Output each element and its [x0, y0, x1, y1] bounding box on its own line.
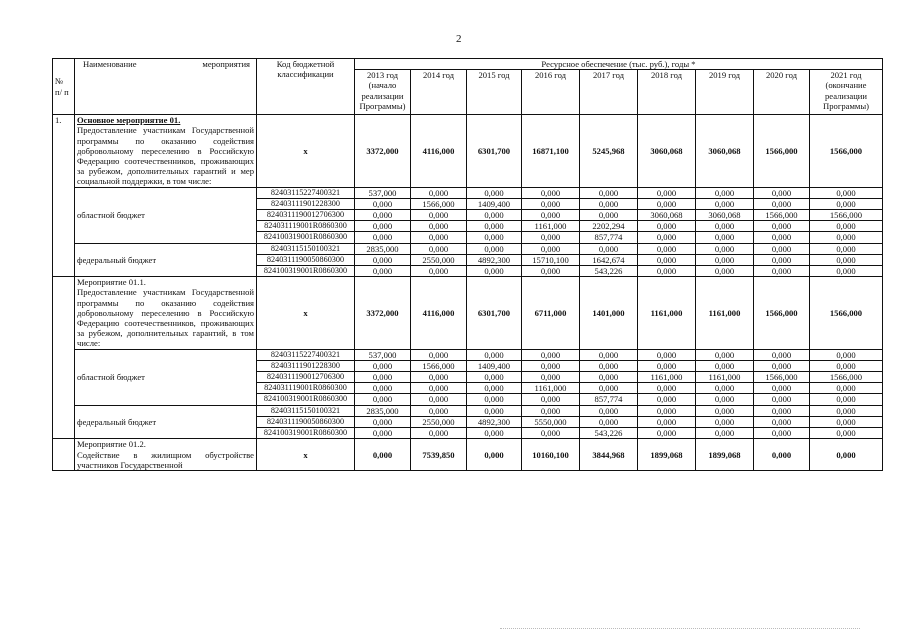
budget-value-cell: 0,000	[696, 266, 754, 277]
budget-value-cell: 0,000	[696, 243, 754, 254]
budget-value-cell: 0,000	[411, 187, 467, 198]
budget-value-cell: 0,000	[810, 394, 883, 405]
budget-value-cell: 0,000	[467, 187, 522, 198]
budget-value-cell: 1161,000	[522, 383, 580, 394]
section-total-cell: 1161,000	[696, 277, 754, 349]
header-year: 2016 год	[522, 70, 580, 115]
budget-value-cell: 0,000	[638, 416, 696, 427]
budget-value-cell: 0,000	[580, 383, 638, 394]
budget-code: 8240311190012706300	[257, 372, 355, 383]
section-total-cell: 3372,000	[355, 277, 411, 349]
budget-value-cell: 0,000	[522, 232, 580, 243]
budget-value-cell: 5550,000	[522, 416, 580, 427]
budget-value-cell: 2835,000	[355, 405, 411, 416]
budget-code: 8240311190050860300	[257, 254, 355, 265]
budget-value-cell: 0,000	[754, 221, 810, 232]
budget-value-cell: 2835,000	[355, 243, 411, 254]
budget-value-cell: 0,000	[522, 360, 580, 371]
budget-value-cell: 0,000	[754, 416, 810, 427]
section-total-cell: 1899,068	[638, 439, 696, 471]
budget-code: 824100319001R0860300	[257, 232, 355, 243]
budget-value-cell: 537,000	[355, 187, 411, 198]
header-year: 2019 год	[696, 70, 754, 115]
budget-value-cell: 0,000	[638, 232, 696, 243]
budget-value-cell: 0,000	[467, 349, 522, 360]
section-code: х	[257, 439, 355, 471]
section-title: Основное мероприятие 01.	[77, 115, 181, 126]
section-total-cell: 0,000	[467, 439, 522, 471]
budget-value-cell: 0,000	[696, 232, 754, 243]
section-name	[75, 277, 257, 349]
section-row	[53, 115, 883, 187]
budget-value-cell: 2550,000	[411, 254, 467, 265]
budget-code: 824100319001R0860300	[257, 428, 355, 439]
budget-value-cell: 3060,068	[638, 210, 696, 221]
header-resources: Ресурсное обеспечение (тыс. руб.), годы *	[355, 59, 883, 70]
budget-row	[53, 349, 883, 360]
budget-value-cell: 0,000	[638, 187, 696, 198]
budget-code: 82403115227400321	[257, 187, 355, 198]
budget-value-cell: 0,000	[754, 405, 810, 416]
budget-value-cell: 1409,400	[467, 198, 522, 209]
section-total-cell: 1566,000	[810, 277, 883, 349]
budget-value-cell: 0,000	[754, 349, 810, 360]
budget-value-cell: 1161,000	[696, 372, 754, 383]
budget-value-cell: 0,000	[580, 187, 638, 198]
section-total-cell: 0,000	[810, 439, 883, 471]
header-year: 2021 год (окончание реализации Программы)	[810, 70, 883, 115]
budget-row	[53, 405, 883, 416]
resource-table	[52, 58, 883, 471]
section-total-cell: 4116,000	[411, 277, 467, 349]
budget-value-cell: 2550,000	[411, 416, 467, 427]
budget-value-cell: 0,000	[638, 349, 696, 360]
budget-value-cell: 0,000	[638, 254, 696, 265]
section-name	[75, 115, 257, 187]
budget-value-cell: 0,000	[638, 428, 696, 439]
section-description: Предоставление участникам Государственной программы по оказанию содействия добровольному переселению в Российскую Федерацию соотечественников, проживающих за рубежом, дополнительных гарантий, в том числе:	[77, 287, 254, 349]
budget-value-cell: 0,000	[355, 266, 411, 277]
header-year: 2014 год	[411, 70, 467, 115]
budget-value-cell: 0,000	[754, 266, 810, 277]
budget-value-cell: 0,000	[580, 405, 638, 416]
budget-value-cell: 0,000	[696, 405, 754, 416]
budget-value-cell: 0,000	[467, 428, 522, 439]
budget-value-cell: 0,000	[411, 372, 467, 383]
budget-value-cell: 0,000	[696, 383, 754, 394]
budget-value-cell: 0,000	[522, 428, 580, 439]
budget-code: 824100319001R0860300	[257, 266, 355, 277]
budget-value-cell: 0,000	[754, 394, 810, 405]
header-name-part: Наименование	[83, 59, 137, 69]
header-year: 2018 год	[638, 70, 696, 115]
budget-value-cell: 0,000	[638, 383, 696, 394]
budget-value-cell: 0,000	[810, 266, 883, 277]
budget-value-cell: 0,000	[522, 187, 580, 198]
section-total-cell: 1401,000	[580, 277, 638, 349]
budget-value-cell: 0,000	[810, 243, 883, 254]
budget-value-cell: 0,000	[580, 243, 638, 254]
section-code: х	[257, 115, 355, 187]
budget-value-cell: 1409,400	[467, 360, 522, 371]
budget-value-cell: 0,000	[810, 221, 883, 232]
budget-value-cell: 0,000	[638, 198, 696, 209]
budget-value-cell: 0,000	[467, 383, 522, 394]
section-total-cell: 0,000	[754, 439, 810, 471]
budget-value-cell: 0,000	[580, 360, 638, 371]
section-total-cell: 3060,068	[638, 115, 696, 187]
budget-value-cell: 0,000	[355, 394, 411, 405]
budget-value-cell: 0,000	[638, 221, 696, 232]
budget-code: 82403111901228300	[257, 360, 355, 371]
budget-value-cell: 1566,000	[411, 360, 467, 371]
budget-code: 824100319001R0860300	[257, 394, 355, 405]
budget-value-cell: 1566,000	[810, 372, 883, 383]
budget-value-cell: 0,000	[411, 383, 467, 394]
budget-code: 82403111901228300	[257, 198, 355, 209]
budget-value-cell: 0,000	[754, 198, 810, 209]
section-total-cell: 1566,000	[754, 115, 810, 187]
budget-value-cell: 0,000	[467, 210, 522, 221]
section-total-cell: 3060,068	[696, 115, 754, 187]
budget-value-cell: 0,000	[522, 394, 580, 405]
budget-value-cell: 0,000	[411, 405, 467, 416]
budget-value-cell: 0,000	[810, 383, 883, 394]
section-title: Мероприятие 01.1.	[77, 277, 146, 288]
budget-group-label: федеральный бюджет	[75, 243, 257, 277]
budget-value-cell: 0,000	[810, 428, 883, 439]
section-total-cell: 6301,700	[467, 115, 522, 187]
budget-value-cell: 0,000	[522, 266, 580, 277]
budget-value-cell: 3060,068	[696, 210, 754, 221]
budget-value-cell: 543,226	[580, 428, 638, 439]
section-total-cell: 10160,100	[522, 439, 580, 471]
budget-value-cell: 0,000	[810, 232, 883, 243]
budget-value-cell: 0,000	[580, 198, 638, 209]
budget-value-cell: 543,226	[580, 266, 638, 277]
budget-row	[53, 243, 883, 254]
section-total-cell: 4116,000	[411, 115, 467, 187]
budget-value-cell: 0,000	[355, 254, 411, 265]
section-total-cell: 16871,100	[522, 115, 580, 187]
budget-value-cell: 0,000	[522, 210, 580, 221]
budget-value-cell: 0,000	[355, 360, 411, 371]
budget-value-cell: 0,000	[355, 372, 411, 383]
budget-value-cell: 0,000	[467, 221, 522, 232]
budget-value-cell: 0,000	[638, 243, 696, 254]
budget-value-cell: 0,000	[638, 360, 696, 371]
page-number: 2	[456, 33, 462, 45]
header-num: № п/ п	[53, 59, 75, 115]
budget-code: 8240311190012706300	[257, 210, 355, 221]
budget-value-cell: 1161,000	[522, 221, 580, 232]
budget-value-cell: 0,000	[696, 349, 754, 360]
section-num	[53, 277, 75, 439]
budget-value-cell: 0,000	[355, 210, 411, 221]
budget-value-cell: 0,000	[810, 187, 883, 198]
section-total-cell: 1899,068	[696, 439, 754, 471]
budget-code: 82403115150100321	[257, 243, 355, 254]
budget-code: 824031119001R0860300	[257, 383, 355, 394]
budget-value-cell: 857,774	[580, 232, 638, 243]
section-total-cell: 0,000	[355, 439, 411, 471]
budget-value-cell: 0,000	[754, 243, 810, 254]
budget-code: 82403115150100321	[257, 405, 355, 416]
budget-value-cell: 1161,000	[638, 372, 696, 383]
budget-value-cell: 0,000	[467, 372, 522, 383]
budget-value-cell: 0,000	[467, 394, 522, 405]
budget-value-cell: 1566,000	[810, 210, 883, 221]
budget-value-cell: 0,000	[411, 394, 467, 405]
budget-group-label: областной бюджет	[75, 187, 257, 243]
budget-value-cell: 0,000	[355, 416, 411, 427]
budget-value-cell: 0,000	[754, 360, 810, 371]
header-year: 2017 год	[580, 70, 638, 115]
section-total-cell: 1161,000	[638, 277, 696, 349]
header-year: 2015 год	[467, 70, 522, 115]
budget-value-cell: 0,000	[522, 243, 580, 254]
budget-row	[53, 187, 883, 198]
budget-value-cell: 0,000	[696, 221, 754, 232]
budget-value-cell: 2202,294	[580, 221, 638, 232]
budget-group-label: федеральный бюджет	[75, 405, 257, 439]
budget-value-cell: 0,000	[754, 428, 810, 439]
section-total-cell: 1566,000	[754, 277, 810, 349]
budget-value-cell: 15710,100	[522, 254, 580, 265]
budget-value-cell: 0,000	[355, 428, 411, 439]
budget-value-cell: 0,000	[355, 198, 411, 209]
budget-value-cell: 0,000	[411, 266, 467, 277]
section-total-cell: 5245,968	[580, 115, 638, 187]
budget-value-cell: 0,000	[355, 232, 411, 243]
budget-value-cell: 0,000	[696, 428, 754, 439]
budget-value-cell: 0,000	[810, 360, 883, 371]
section-total-cell: 3844,968	[580, 439, 638, 471]
budget-value-cell: 0,000	[467, 232, 522, 243]
budget-code: 8240311190050860300	[257, 416, 355, 427]
budget-value-cell: 0,000	[696, 254, 754, 265]
budget-value-cell: 0,000	[810, 254, 883, 265]
budget-value-cell: 0,000	[411, 243, 467, 254]
section-name	[75, 439, 257, 471]
budget-value-cell: 0,000	[522, 349, 580, 360]
section-total-cell: 7539,850	[411, 439, 467, 471]
budget-value-cell: 0,000	[754, 383, 810, 394]
budget-value-cell: 0,000	[411, 232, 467, 243]
budget-value-cell: 0,000	[754, 187, 810, 198]
budget-value-cell: 0,000	[355, 221, 411, 232]
budget-value-cell: 0,000	[522, 372, 580, 383]
section-description: Предоставление участникам Государственной программы по оказанию содействия добровольному переселению в Российскую Федерацию соотечественников, проживающих за рубежом, дополнительных гарантий и мер социальной поддержки, в том числе:	[77, 125, 254, 187]
header-name-part: мероприятия	[202, 59, 250, 69]
budget-value-cell: 0,000	[754, 232, 810, 243]
budget-value-cell: 0,000	[638, 394, 696, 405]
budget-value-cell: 0,000	[522, 405, 580, 416]
budget-value-cell: 0,000	[355, 383, 411, 394]
scan-artifact	[500, 628, 860, 631]
budget-code: 824031119001R0860300	[257, 221, 355, 232]
section-row	[53, 439, 883, 471]
budget-value-cell: 0,000	[411, 349, 467, 360]
header-year: 2020 год	[754, 70, 810, 115]
budget-value-cell: 1566,000	[754, 372, 810, 383]
budget-value-cell: 0,000	[696, 360, 754, 371]
budget-value-cell: 0,000	[580, 210, 638, 221]
budget-value-cell: 0,000	[810, 416, 883, 427]
budget-value-cell: 0,000	[411, 428, 467, 439]
budget-value-cell: 1566,000	[754, 210, 810, 221]
section-total-cell: 6711,000	[522, 277, 580, 349]
budget-value-cell: 1642,674	[580, 254, 638, 265]
budget-value-cell: 1566,000	[411, 198, 467, 209]
budget-value-cell: 0,000	[580, 372, 638, 383]
budget-value-cell: 0,000	[467, 405, 522, 416]
budget-value-cell: 0,000	[696, 187, 754, 198]
budget-value-cell: 0,000	[810, 349, 883, 360]
budget-value-cell: 0,000	[810, 405, 883, 416]
budget-value-cell: 0,000	[754, 254, 810, 265]
budget-value-cell: 0,000	[522, 198, 580, 209]
budget-value-cell: 0,000	[467, 266, 522, 277]
budget-group-label: областной бюджет	[75, 349, 257, 405]
budget-value-cell: 0,000	[638, 405, 696, 416]
section-row	[53, 277, 883, 349]
section-total-cell: 1566,000	[810, 115, 883, 187]
section-num: 1.	[53, 115, 75, 277]
section-description: Содействие в жилищном обустройстве участников Государственной	[77, 449, 254, 470]
budget-value-cell: 0,000	[580, 349, 638, 360]
budget-value-cell: 0,000	[696, 198, 754, 209]
budget-value-cell: 0,000	[638, 266, 696, 277]
header-row	[53, 59, 883, 70]
budget-value-cell: 0,000	[580, 416, 638, 427]
budget-value-cell: 0,000	[696, 394, 754, 405]
budget-value-cell: 857,774	[580, 394, 638, 405]
section-code: х	[257, 277, 355, 349]
budget-value-cell: 537,000	[355, 349, 411, 360]
section-title: Мероприятие 01.2.	[77, 439, 146, 450]
budget-value-cell: 0,000	[696, 416, 754, 427]
budget-value-cell: 4892,300	[467, 254, 522, 265]
budget-value-cell: 0,000	[411, 221, 467, 232]
header-name	[75, 59, 257, 115]
budget-value-cell: 0,000	[810, 198, 883, 209]
section-total-cell: 6301,700	[467, 277, 522, 349]
budget-value-cell: 0,000	[467, 243, 522, 254]
section-total-cell: 3372,000	[355, 115, 411, 187]
section-num	[53, 439, 75, 471]
budget-value-cell: 0,000	[411, 210, 467, 221]
header-code: Код бюджетной классификации	[257, 59, 355, 115]
budget-value-cell: 4892,300	[467, 416, 522, 427]
budget-code: 82403115227400321	[257, 349, 355, 360]
header-year: 2013 год (начало реализации Программы)	[355, 70, 411, 115]
